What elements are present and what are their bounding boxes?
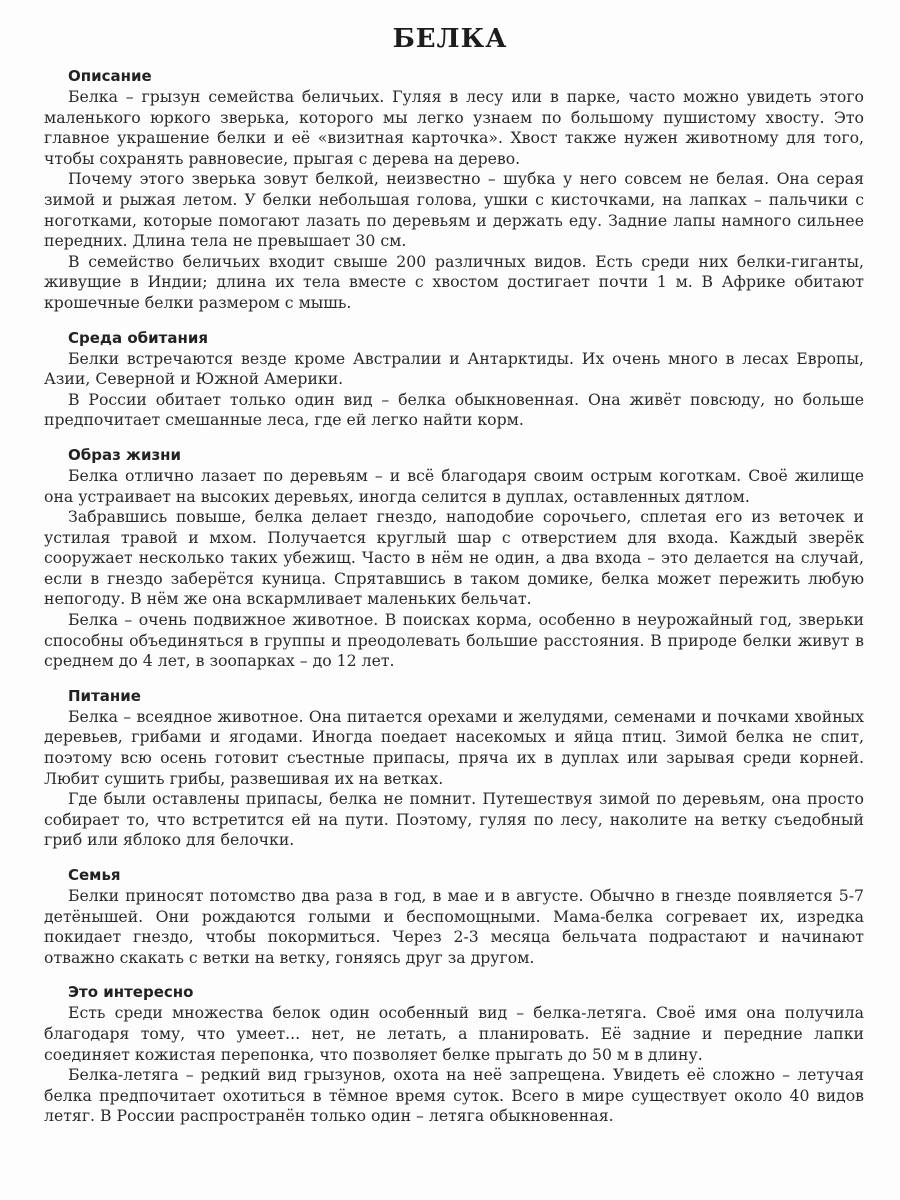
paragraph: Белка отлично лазает по деревьям – и всё благодаря своим острым коготкам. Своё жилище она устраивает на высоких деревьях, иногда селится в дуплах, оставленных дятлом. xyxy=(44,465,864,506)
section-family xyxy=(44,865,864,968)
paragraph: Где были оставлены припасы, белка не помнит. Путешествуя зимой по деревьям, она просто собирает то, что встретится ей на пути. Поэтому, гуляя по лесу, наколите на ветку съедобный гриб или яблоко для белочки. xyxy=(44,789,864,850)
page-title: БЕЛКА xyxy=(392,24,508,54)
paragraph: Белки приносят потомство два раза в год, в мае и в августе. Обычно в гнезде появляется 5-7 детёнышей. Они рождаются голыми и беспомощными. Мама-белка согревает их, изредка покидает гнездо, чтобы покормиться. Через 2-3 месяца бельчата подрастают и начинают отважно скакать с ветки на ветку, гоняясь друг за другом. xyxy=(44,886,864,967)
section-description xyxy=(44,66,864,314)
paragraph: Почему этого зверька зовут белкой, неизвестно – шубка у него совсем не белая. Она серая зимой и рыжая летом. У белки небольшая голова, ушки с кисточками, на лапках – пальчики с ноготками, которые помогают лазать по деревьям и держать еду. Задние лапы намного сильнее передних. Длина тела не превышает 30 см. xyxy=(44,169,864,251)
section-heading: Семья xyxy=(68,866,121,884)
section-habitat xyxy=(44,328,864,431)
paragraph: Забравшись повыше, белка делает гнездо, наподобие сорочьего, сплетая его из веточек и устилая травой и мхом. Получается круглый шар с отверстием для входа. Каждый зверёк сооружает несколько таких убежищ. Часто в нём не один, а два входа – это делается на случай, если в гнездо заберётся куница. Спрятавшись в таком домике, белка может пережить любую непогоду. В нём же она вскармливает маленьких бельчат. xyxy=(44,507,864,609)
section-heading: Описание xyxy=(68,67,152,85)
paragraph: В семейство беличьих входит свыше 200 различных видов. Есть среди них белки-гиганты, живущие в Индии; длина их тела вместе с хвостом достигает почти 1 м. В Африке обитают крошечные белки размером с мышь. xyxy=(44,251,864,312)
paragraph: Есть среди множества белок один особенный вид – белка-летяга. Своё имя она получила благодаря тому, что умеет... нет, не летать, а планировать. Её задние и передние лапки соединяет кожистая перепонка, что позволяет белке прыгать до 50 м в длину. xyxy=(44,1003,864,1064)
article-body xyxy=(44,66,864,1141)
paragraph: Белка – грызун семейства беличьих. Гуляя в лесу или в парке, часто можно увидеть этого маленького юркого зверька, которого мы легко узнаем по большому пушистому хвосту. Это главное украшение белки и её «визитная карточка». Хвост также нужен животному для того, чтобы сохранять равновесие, прыгая с дерева на дерево. xyxy=(44,87,864,168)
section-interesting xyxy=(44,982,864,1127)
section-nutrition xyxy=(44,686,864,851)
paragraph: В России обитает только один вид – белка обыкновенная. Она живёт повсюду, но больше предпочитает смешанные леса, где ей легко найти корм. xyxy=(44,389,864,430)
paragraph: Белки встречаются везде кроме Австралии и Антарктиды. Их очень много в лесах Европы, Азии, Северной и Южной Америки. xyxy=(44,348,864,389)
section-heading: Питание xyxy=(68,686,141,705)
section-heading: Образ жизни xyxy=(68,445,182,464)
section-heading: Среда обитания xyxy=(68,328,208,347)
section-lifestyle xyxy=(44,445,864,672)
section-heading: Это интересно xyxy=(68,983,194,1002)
paragraph: Белка – всеядное животное. Она питается орехами и желудями, семенами и почками хвойных деревьев, грибами и ягодами. Иногда поедает насекомых и яйца птиц. Зимой белка не спит, поэтому всю осень готовит съестные припасы, пряча их в дуплах или зарывая среди корней. Любит сушить грибы, развешивая их на ветках. xyxy=(44,706,864,788)
paragraph: Белка-летяга – редкий вид грызунов, охота на неё запрещена. Увидеть её сложно – летучая белка предпочитает охотиться в тёмное время суток. Всего в мире существует около 40 видов летяг. В России распространён только один – летяга обыкновенная. xyxy=(44,1065,864,1126)
paragraph: Белка – очень подвижное животное. В поисках корма, особенно в неурожайный год, зверьки способны объединяться в группы и преодолевать большие расстояния. В природе белки живут в среднем до 4 лет, в зоопарках – до 12 лет. xyxy=(44,610,864,671)
